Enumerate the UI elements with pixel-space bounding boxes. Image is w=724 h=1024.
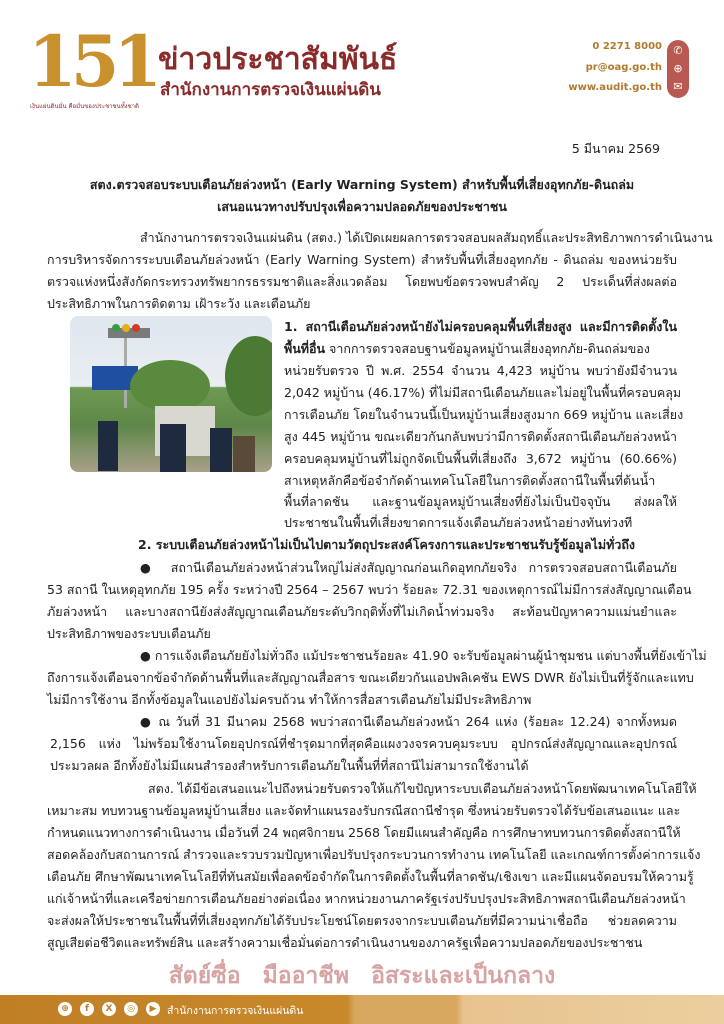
conclusion-line: จะส่งผลให้ประชาชนในพื้นที่ที่เสี่ยงอุทกภัยได้รับประโยชน์โดยตรงจากระบบเตือนภัยที่มีความน่าเชื่อถือ ช่วยลดความ — [47, 913, 677, 928]
facebook-icon[interactable]: f — [80, 1002, 94, 1016]
section1-heading-bold: พื้นที่อื่น — [284, 341, 326, 356]
bullet-line: ไม่มีการใช้งาน อีกทั้งข้อมูลในแอปยังไม่ครบถ้วน ทำให้การสื่อสารเตือนภัยไม่มีประสิทธิภาพ — [47, 692, 532, 707]
section1-text: จากการตรวจสอบฐานข้อมูลหมู่บ้านเสี่ยงอุทกภัย-ดินถล่มของ — [325, 341, 650, 356]
bullet-line: 2,156 แห่ง ไม่พร้อมใช้งานโดยอุปกรณ์ที่ชำรุดมากที่สุดคือแผงวงจรควบคุมระบบ อุปกรณ์ส่งสัญญาณและอุปกรณ์ — [50, 736, 677, 751]
section1-line: ประชาชนในพื้นที่เสี่ยงขาดการแจ้งเตือนภัยล่วงหน้าอย่างทันท่วงที — [284, 515, 633, 530]
conclusion-line: เหมาะสม ทบทวนฐานข้อมูลหมู่บ้านเสี่ยง และจัดทำแผนรองรับกรณีสถานีชำรุด ซึ่งหน่วยรับตรวจได้รับข้อเสนอแนะ และ — [47, 803, 681, 818]
section1-line: สูง 445 หมู่บ้าน ขณะเดียวกันกลับพบว่ามีการติดตั้งสถานีเตือนภัยล่วงหน้า — [284, 429, 677, 444]
bullet-line: ประสิทธิภาพของระบบเตือนภัย — [47, 626, 211, 641]
section1-line: สาเหตุหลักคือข้อจำกัดด้านเทคโนโลยีในการติดตั้งสถานีในพื้นที่ต้นน้ำ — [284, 473, 656, 488]
conclusion-line: กำหนดแนวทางการดำเนินงาน เมื่อวันที่ 24 พฤศจิกายน 2568 โดยมีแผนสำคัญคือ การศึกษาทบทวนการติดตั้งสถานีให้ — [47, 825, 681, 840]
headline-line-1: สตง.ตรวจสอบระบบเตือนภัยล่วงหน้า (Early Warning System) สำหรับพื้นที่เสี่ยงอุทกภัย-ดินถล่ม — [89, 177, 635, 192]
section1-line: หน่วยรับตรวจ ปี พ.ศ. 2554 จำนวน 4,423 หมู่บ้าน พบว่ายังมีจำนวน — [284, 363, 677, 378]
oag-151-logo — [28, 20, 157, 103]
conclusion-line: สูญเสียต่อชีวิตและทรัพย์สิน และสร้างความเชื่อมั่นต่อการดำเนินงานของภาครัฐเพื่อความปลอดภัยของประชาชน — [47, 935, 643, 950]
intro-line: ประสิทธิภาพในการติดตาม เฝ้าระวัง และเตือนภัย — [47, 296, 311, 311]
headline-line-2: เสนอแนวทางปรับปรุงเพื่อความปลอดภัยของประชาชน — [217, 199, 507, 214]
bullet-line: ● สถานีเตือนภัยล่วงหน้าส่วนใหญ่ไม่ส่งสัญญาณก่อนเกิดอุทกภัยจริง การตรวจสอบสถานีเตือนภัย — [140, 560, 677, 575]
phone-icon: ✆ — [673, 44, 683, 57]
conclusion-line: สอดคล้องกับสถานการณ์ สำรวจและรวบรวมปัญหาเพื่อปรับปรุงกระบวนการทำงาน เทคโนโลยี และเกณฑ์การตั้งค่าการแจ้ง — [47, 847, 701, 862]
section1-line: การเตือนภัย โดยในจำนวนนี้เป็นหมู่บ้านเสี่ยงสูงมาก 669 หมู่บ้าน และเสี่ยง — [284, 407, 684, 422]
contact-website[interactable]: www.audit.go.th — [568, 82, 662, 93]
x-icon[interactable]: X — [102, 1002, 116, 1016]
section1-line: 2,042 หมู่บ้าน (46.17%) ที่ไม่มีสถานีเตือนภัยและไม่อยู่ในพื้นที่ครอบคลุม — [284, 385, 682, 400]
section1-line: ครอบคลุมหมู่บ้านที่ไม่ถูกจัดเป็นพื้นที่เสี่ยงถึง 3,672 หมู่บ้าน (60.66%) — [284, 451, 677, 466]
conclusion-line: แก่เจ้าหน้าที่และเครือข่ายการเตือนภัยอย่างต่อเนื่อง หากหน่วยงานภาครัฐเร่งปรับปรุงประสิทธิภาพสถานีเตือนภัยล่วงหน้า — [47, 891, 686, 906]
logo-tagline: เงินแผ่นดินมั่น คือมั่นของประชาชนทั้งชาติ — [30, 103, 139, 110]
bullet-line: ● การแจ้งเตือนภัยยังไม่ทั่วถึง แม้ประชาชนร้อยละ 41.90 จะรับข้อมูลผ่านผู้นำชุมชน แต่บางพื้นที่ยังเข้าไม่ — [140, 648, 707, 663]
contact-icons — [667, 40, 689, 98]
footer-org-name: สำนักงานการตรวจเงินแผ่นดิน — [167, 1005, 304, 1017]
bullet-line: ภัยล่วงหน้า และบางสถานียังส่งสัญญาณเตือนภัยระดับวิกฤติทั้งที่ไม่เกิดน้ำท่วมจริง สะท้อนปัญหาความแม่นยำและ — [47, 604, 677, 619]
globe-icon[interactable]: ⊕ — [58, 1002, 72, 1016]
contact-phone: 0 2271 8000 — [592, 41, 662, 52]
instagram-icon[interactable]: ◎ — [124, 1002, 138, 1016]
section1-line: พื้นที่ลาดชัน และฐานข้อมูลหมู่บ้านเสี่ยงที่ยังไม่เป็นปัจจุบัน ส่งผลให้ — [284, 494, 677, 509]
photo-illustration — [70, 316, 272, 472]
intro-line: ตรวจแห่งหนึ่งสังกัดกระทรวงทรัพยากรธรรมชาติและสิ่งแวดล้อม โดยพบข้อตรวจพบสำคัญ 2 ประเด็นที่ส่งผลต่อ — [47, 274, 677, 289]
conclusion-line: เตือนภัย ศึกษาพัฒนาเทคโนโลยีที่ทันสมัยเพื่อลดข้อจำกัดในการติดตั้งในพื้นที่ลาดชัน/เชิงเขา และมีแผนจัดอบรมให้ความรู้ — [47, 869, 694, 884]
logo-number: 151 — [28, 20, 157, 103]
bullet-line: ประมวลผล อีกทั้งยังไม่มีแผนสำรองสำหรับการเตือนภัยในพื้นที่ที่สถานีไม่สามารถใช้งานได้ — [50, 758, 529, 773]
section1-heading-line-2 — [284, 339, 650, 359]
mail-icon: ✉ — [673, 80, 683, 93]
slogan: สัตย์ซื่อ มืออาชีพ อิสระและเป็นกลาง — [168, 963, 556, 989]
footer-bar — [0, 995, 724, 1024]
youtube-icon[interactable]: ▶ — [146, 1002, 160, 1016]
page-title: ข่าวประชาสัมพันธ์ — [158, 42, 398, 77]
section1-heading: 1. สถานีเตือนภัยล่วงหน้ายังไม่ครอบคลุมพื้นที่เสี่ยงสูง และมีการติดตั้งใน — [284, 319, 677, 334]
bullet-line: 53 สถานี ในเหตุอุทกภัย 195 ครั้ง ระหว่างปี 2564 – 2567 พบว่า ร้อยละ 72.31 ของเหตุการณ์ไม่มีการส่งสัญญาณเตือน — [47, 582, 692, 597]
contact-email[interactable]: pr@oag.go.th — [585, 62, 662, 73]
intro-line: การบริหารจัดการระบบเตือนภัยล่วงหน้า (Early Warning System) สำหรับพื้นที่เสี่ยงอุทกภัย - ดินถล่ม ของหน่วยรับ — [47, 252, 677, 267]
conclusion-line: สตง. ได้มีข้อเสนอแนะไปถึงหน่วยรับตรวจให้แก้ไขปัญหาระบบเตือนภัยล่วงหน้าโดยพัฒนาเทคโนโลยีให้ — [148, 781, 697, 796]
photo-warning-station-inspection — [70, 316, 272, 472]
globe-icon: ⊕ — [673, 62, 683, 75]
bullet-line: ถึงการแจ้งเตือนจากข้อจำกัดด้านพื้นที่และสัญญาณสื่อสาร ขณะเดียวกันแอปพลิเคชัน EWS DWR ยังไม่เป็นที่รู้จักและแทบ — [47, 670, 694, 685]
date: 5 มีนาคม 2569 — [571, 141, 660, 156]
bullet-line: ● ณ วันที่ 31 มีนาคม 2568 พบว่าสถานีเตือนภัยล่วงหน้า 264 แห่ง (ร้อยละ 12.24) จากทั้งหมด — [140, 714, 677, 729]
organization-name: สำนักงานการตรวจเงินแผ่นดิน — [160, 80, 381, 100]
intro-line: สำนักงานการตรวจเงินแผ่นดิน (สตง.) ได้เปิดเผยผลการตรวจสอบผลสัมฤทธิ์และประสิทธิภาพการดำเนินงาน — [140, 230, 713, 245]
section2-heading: 2. ระบบเตือนภัยล่วงหน้าไม่เป็นไปตามวัตถุประสงค์โครงการและประชาชนรับรู้ข้อมูลไม่ทั่วถึง — [138, 537, 636, 552]
